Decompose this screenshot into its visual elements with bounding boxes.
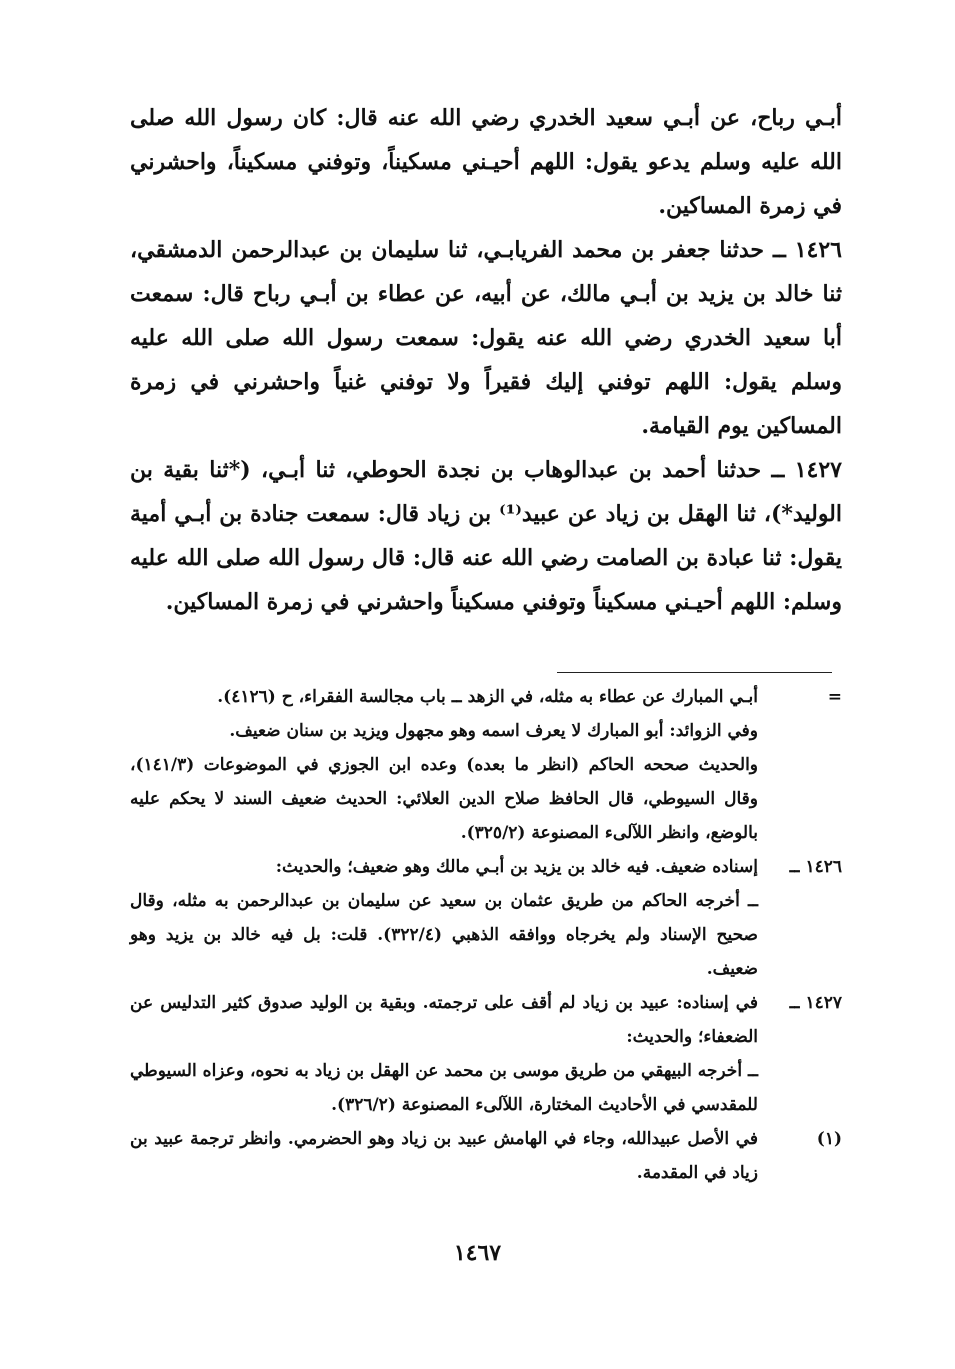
footnote-line: أبـي المبارك عن عطاء به مثله، في الزهد ــ باب مجالسة الفقراء، ح (٤١٢٦).	[217, 687, 758, 707]
footnote-separator	[557, 672, 832, 673]
footnote-1427	[130, 986, 842, 1122]
hadith-number: ١٤٢٧ ــ	[771, 457, 842, 483]
footnote-line: إسناده ضعيف. فيه خالد بن يزيد بن أبـي مالك وهو ضعيف؛ والحديث:	[275, 857, 758, 877]
footnote-line: وفي الزوائد: أبو المبارك لا يعرف اسمه وهو مجهول ويزيد بن سنان ضعيف.	[229, 721, 758, 741]
hadith-text: حدثنا أحمد بن عبدالوهاب بن نجدة الحوطي، ثنا أبـي، (*ثنا بقية بن الوليد*)، ثنا الهقل بن زياد عن عبيد⁽¹⁾ بن زياد قال: سمعت جنادة بن أبـي أمية يقول: ثنا عبادة بن الصامت رضي الله عنه قال: قال رسول الله صلى الله عليه وسلم: اللهم أحيـني مسكيناً وتوفني مسكيناً واحشرني في زمرة المساكين.	[130, 457, 842, 615]
footnote-line: ــ أخرجه البيهقي من طريق موسى بن محمد عن الهقل بن زياد به نحوه، وعزاه السيوطي للمقدسي في الأحاديث المختارة، اللآلىء المصنوعة (٣٢٦/٢).	[130, 1061, 758, 1115]
hadith-text: حدثنا جعفر بن محمد الفريابـي، ثنا سليمان بن عبدالرحمن الدمشقي، ثنا خالد بن يزيد بن أبـي مالك، عن أبيه، عن عطاء بن أبـي رباح قال: سمعت أبا سعيد الخدري رضي الله عنه يقول: سمعت رسول الله صلى الله عليه وسلم يقول: اللهم توفني إليك فقيراً ولا توفني غنياً واحشرني في زمرة المساكين يوم القيامة.	[130, 237, 842, 439]
footnote-body	[130, 986, 758, 1122]
continuation-paragraph: أبـي رباح، عن أبـي سعيد الخدري رضي الله عنه قال: كان رسول الله صلى الله عليه وسلم يدعو يقول: اللهم أحيـني مسكيناً، وتوفني مسكيناً، واحشرني في زمرة المساكين.	[130, 105, 842, 219]
footnote-line: في إسناده: عبيد بن زياد لم أقف على ترجمته. وبقية بن الوليد صدوق كثير التدليس عن الضعفاء؛ والحديث:	[130, 993, 758, 1047]
hadith-1426	[130, 228, 842, 448]
footnote-mark: ١٤٢٧ ــ	[789, 993, 842, 1013]
footnote-1	[130, 1122, 842, 1190]
footnotes	[130, 680, 842, 1190]
hadith-number: ١٤٢٦ ــ	[772, 237, 842, 263]
footnote-body	[130, 680, 758, 850]
footnote-line: في الأصل عبيدالله، وجاء في الهامش عبيد بن زياد وهو الحضرمي. وانظر ترجمة عبيد بن زياد في المقدمة.	[130, 1129, 758, 1183]
footnote-line: ــ أخرجه الحاكم من طريق عثمان بن سعيد عن سليمان بن عبدالرحمن به مثله، وقال صحيح الإسناد ولم يخرجاه ووافقه الذهبي (٣٢٢/٤). قلت: بل فيه خالد بن يزيد وهو ضعيف.	[130, 891, 758, 979]
footnote-mark: =	[827, 687, 842, 707]
footnote-mark: ١٤٢٦ ــ	[789, 857, 842, 877]
footnote-continued	[130, 680, 842, 850]
footnote-line: والحديث صححه الحاكم (انظر ما بعده) وعده ابن الجوزي في الموضوعات (١٤١/٣)، وقال السيوطي، قال الحافظ صلاح الدين العلائي: الحديث ضعيف السند لا يحكم عليه بالوضع، وانظر اللآلىء المصنوعة (٣٢٥/٢).	[130, 755, 758, 843]
main-text	[130, 96, 842, 624]
footnote-mark: (١)	[816, 1129, 842, 1149]
footnote-1426	[130, 850, 842, 986]
footnote-body	[130, 850, 758, 986]
page-number: ١٤٦٧	[453, 1240, 502, 1266]
hadith-1427	[130, 448, 842, 624]
footnote-body	[130, 1122, 758, 1190]
